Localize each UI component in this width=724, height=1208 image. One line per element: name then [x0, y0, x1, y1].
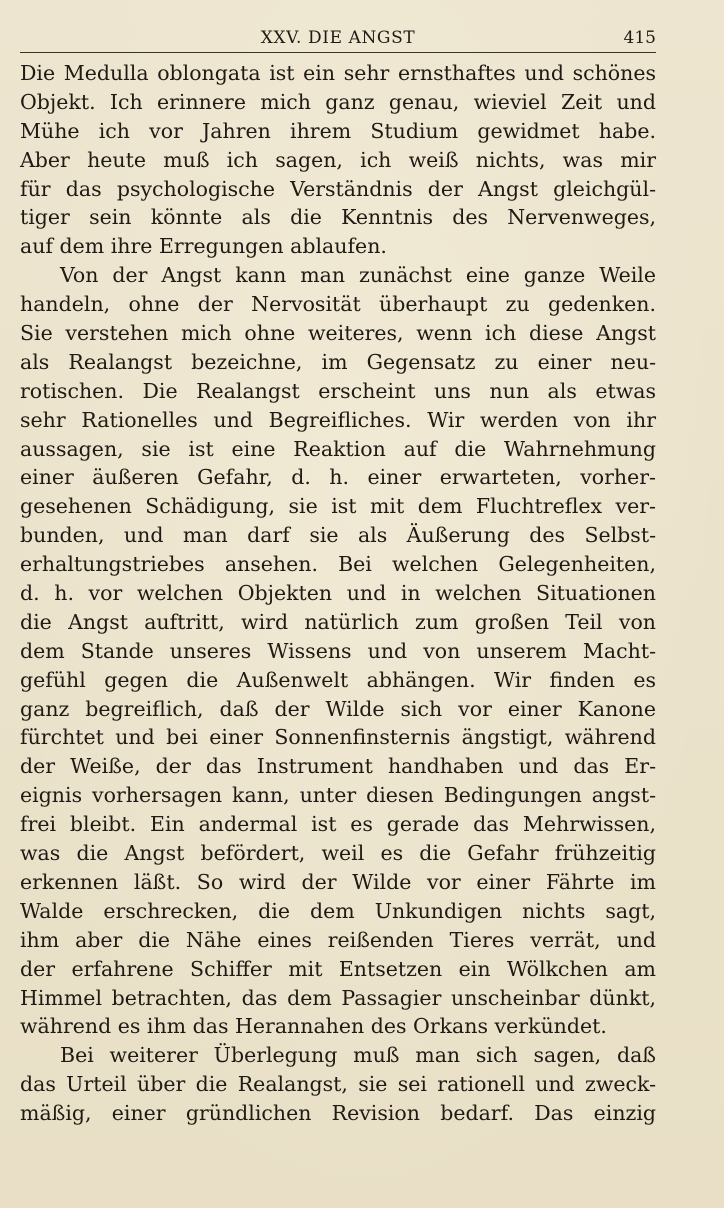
text-line: Aber heute muß ich sagen, ich weiß nichts, was mir	[20, 147, 656, 172]
text-line: gesehenen Schädigung, sie ist mit dem Fluchtreflex ver-	[20, 494, 656, 519]
page-number: 415	[623, 28, 656, 48]
body-text	[20, 59, 656, 1128]
text-line: ihm aber die Nähe eines reißenden Tieres verrät, und	[20, 927, 656, 952]
text-line: auf dem ihre Erregungen ablaufen.	[20, 234, 387, 259]
text-line: bunden, und man darf sie als Äußerung des Selbst-	[20, 523, 656, 548]
text-line: Von der Angst kann man zunächst eine ganze Weile	[60, 263, 656, 288]
text-line: Die Medulla oblongata ist ein sehr ernsthaftes und schönes	[20, 61, 656, 85]
page-header	[20, 26, 656, 53]
text-line: eignis vorhersagen kann, unter diesen Bedingungen angst-	[20, 783, 656, 808]
text-line: erkennen läßt. So wird der Wilde vor einer Fährte im	[20, 869, 656, 894]
text-line: während es ihm das Herannahen des Orkans verkündet.	[20, 1014, 607, 1039]
text-line: Bei weiterer Überlegung muß man sich sagen, daß	[60, 1043, 656, 1068]
text-line: dem Stande unseres Wissens und von unserem Macht-	[20, 638, 656, 663]
text-line: der erfahrene Schiffer mit Entsetzen ein Wölkchen am	[20, 956, 656, 981]
text-line: als Realangst bezeichne, im Gegensatz zu einer neu-	[20, 349, 656, 374]
text-line: der Weiße, der das Instrument handhaben und das Er-	[20, 754, 656, 779]
text-line: aussagen, sie ist eine Reaktion auf die Wahrnehmung	[20, 436, 656, 461]
text-line: ganz begreiflich, daß der Wilde sich vor einer Kanone	[20, 696, 656, 721]
text-line: gefühl gegen die Außenwelt abhängen. Wir finden es	[20, 667, 656, 692]
text-line: einer äußeren Gefahr, d. h. einer erwarteten, vorher-	[20, 465, 656, 490]
text-line: Objekt. Ich erinnere mich ganz genau, wieviel Zeit und	[20, 89, 656, 114]
text-line: d. h. vor welchen Objekten und in welchen Situationen	[20, 581, 656, 606]
text-line: Himmel betrachten, das dem Passagier unscheinbar dünkt,	[20, 985, 656, 1010]
text-line: rotischen. Die Realangst erscheint uns nun als etwas	[20, 378, 656, 403]
text-line: handeln, ohne der Nervosität überhaupt zu gedenken.	[20, 292, 656, 317]
text-line: erhaltungstriebes ansehen. Bei welchen Gelegenheiten,	[20, 552, 656, 577]
text-line: fürchtet und bei einer Sonnenfinsternis ängstigt, während	[20, 725, 656, 750]
text-line: sehr Rationelles und Begreifliches. Wir werden von ihr	[20, 407, 656, 432]
text-line: mäßig, einer gründlichen Revision bedarf. Das einzig	[20, 1101, 656, 1126]
text-line: Mühe ich vor Jahren ihrem Studium gewidmet habe.	[20, 118, 656, 143]
text-line: tiger sein könnte als die Kenntnis des Nervenweges,	[20, 205, 656, 230]
text-line: was die Angst befördert, weil es die Gefahr frühzeitig	[20, 841, 656, 866]
text-line: das Urteil über die Realangst, sie sei rationell und zweck-	[20, 1072, 656, 1097]
running-head: XXV. DIE ANGST	[260, 28, 416, 48]
text-line: Walde erschrecken, die dem Unkundigen nichts sagt,	[20, 898, 656, 923]
text-line: frei bleibt. Ein andermal ist es gerade das Mehrwissen,	[20, 812, 656, 837]
text-line: die Angst auftritt, wird natürlich zum großen Teil von	[20, 609, 656, 634]
text-line: Sie verstehen mich ohne weiteres, wenn ich diese Angst	[20, 321, 656, 346]
text-line: für das psychologische Verständnis der Angst gleichgül-	[20, 176, 656, 201]
